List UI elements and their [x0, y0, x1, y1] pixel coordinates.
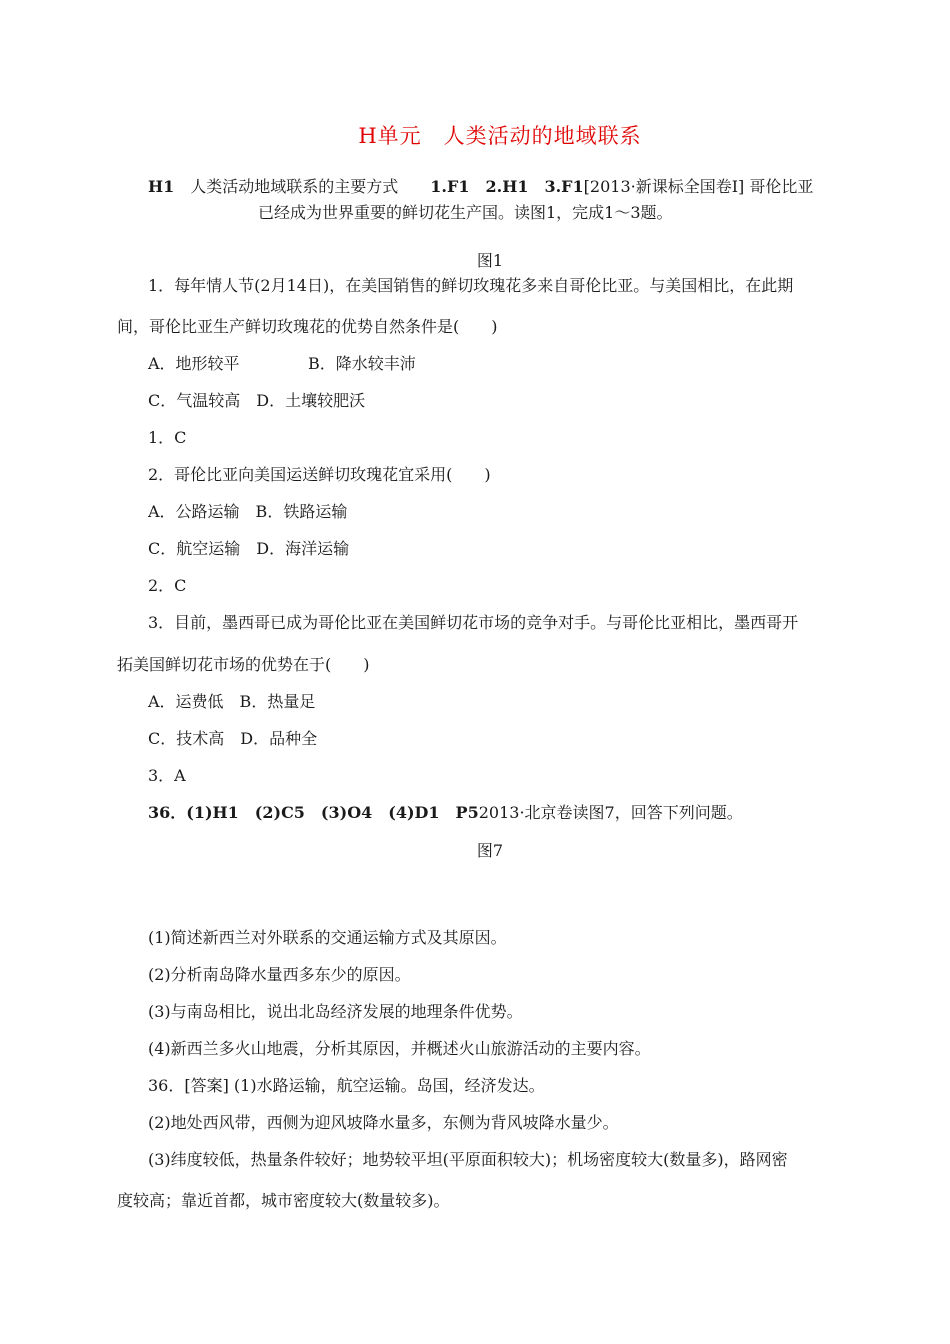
figure-7-caption: 图7: [476, 841, 504, 860]
q2-answer: 2．C: [148, 576, 187, 595]
q3-options-ab: A．运费低 B．热量足: [148, 692, 316, 711]
q2-stem: 2．哥伦比亚向美国运送鲜切玫瑰花宜采用( ): [148, 465, 491, 484]
q36-stem: 2013·北京卷读图7，回答下列问题。: [478, 803, 743, 822]
section-intro: 已经成为世界重要的鲜切花生产国。读图1，完成1～3题。: [258, 203, 673, 222]
q36-sub1: (1)简述新西兰对外联系的交通运输方式及其原因。: [148, 928, 507, 947]
section-refs: 1.F1 2.H1 3.F1: [430, 177, 584, 196]
q36-answer-3-line2: 度较高；靠近首都，城市密度较大(数量较多)。: [117, 1191, 450, 1210]
q3-stem-line1: 3．目前，墨西哥已成为哥伦比亚在美国鲜切花市场的竞争对手。与哥伦比亚相比，墨西哥开: [148, 613, 799, 632]
q1-stem-line1: 1．每年情人节(2月14日)，在美国销售的鲜切玫瑰花多来自哥伦比亚。与美国相比，在此期: [148, 276, 794, 295]
section-header: [148, 176, 813, 198]
q1-stem-line2: 间，哥伦比亚生产鲜切玫瑰花的优势自然条件是( ): [117, 317, 498, 336]
q1-option-a: A．地形较平: [148, 354, 240, 373]
q36-answer-3-line1: (3)纬度较低，热量条件较好；地势较平坦(平原面积较大)；机场密度较大(数量多)，路网密: [148, 1150, 788, 1169]
section-name: 人类活动地域联系的主要方式: [190, 177, 399, 196]
section-code: H1: [148, 177, 175, 196]
section-source: [2013·新课标全国卷Ⅰ] 哥伦比亚: [583, 177, 814, 196]
unit-title: 人类活动的地域联系: [443, 124, 642, 148]
q1-option-b: B．降水较丰沛: [308, 354, 416, 373]
q36-answer-2: (2)地处西风带，西侧为迎风坡降水量多，东侧为背风坡降水量少。: [148, 1113, 619, 1132]
figure-1-caption: 图1: [476, 251, 504, 270]
q36-sub3: (3)与南岛相比，说出北岛经济发展的地理条件优势。: [148, 1002, 523, 1021]
q1-answer: 1．C: [148, 428, 187, 447]
q3-options-cd: C．技术高 D．品种全: [148, 729, 318, 748]
q1-options-cd: C．气温较高 D．土壤较肥沃: [148, 391, 366, 410]
q36-header: [148, 802, 743, 824]
q36-sub4: (4)新西兰多火山地震，分析其原因，并概述火山旅游活动的主要内容。: [148, 1039, 651, 1058]
q36-refs: 36．(1)H1 (2)C5 (3)O4 (4)D1 P5: [148, 803, 479, 822]
q2-options-cd: C．航空运输 D．海洋运输: [148, 539, 350, 558]
q2-options-ab: A．公路运输 B．铁路运输: [148, 502, 348, 521]
unit-code: H单元: [358, 124, 422, 148]
q36-answer-1: 36．[答案] (1)水路运输，航空运输。岛国，经济发达。: [148, 1076, 545, 1095]
page-title: [0, 122, 950, 150]
q3-answer: 3．A: [148, 766, 186, 785]
q36-sub2: (2)分析南岛降水量西多东少的原因。: [148, 965, 411, 984]
q3-stem-line2: 拓美国鲜切花市场的优势在于( ): [117, 655, 370, 674]
